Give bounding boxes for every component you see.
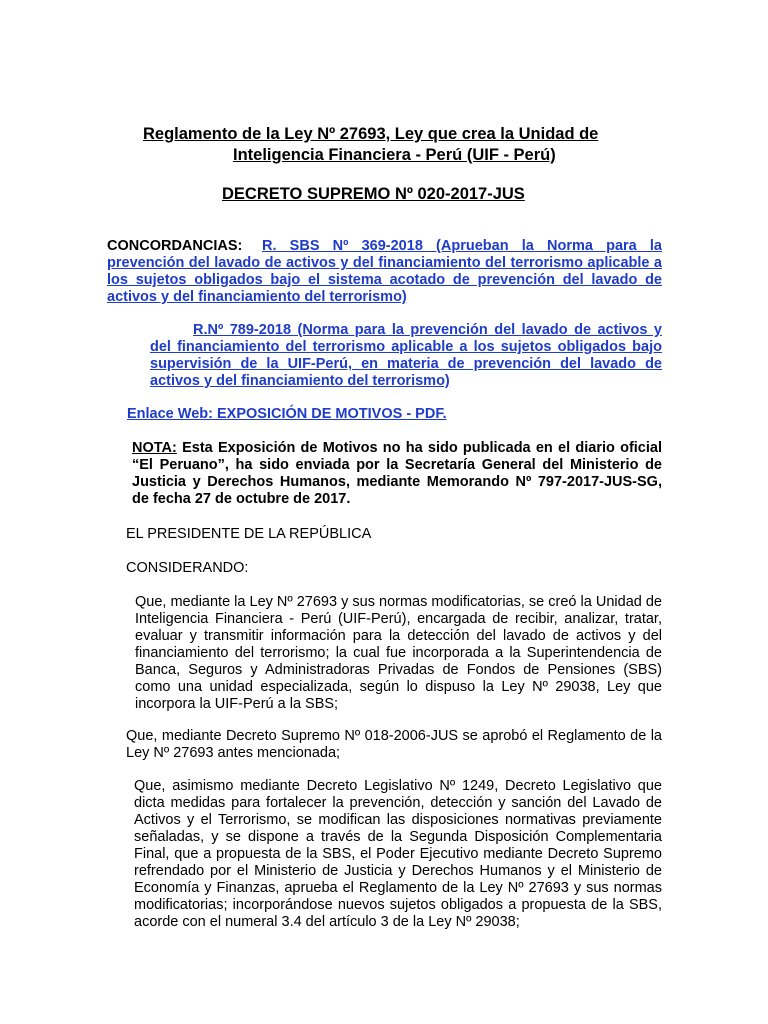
considerando-paragraph-2 [126, 728, 662, 762]
paragraph-3-text: Que, asimismo mediante Decreto Legislativo Nº 1249, Decreto Legislativo que dicta medidas para fortalecer la prevención, detección y sanción del Lavado de Activos y el Terrorismo, se modifican las disposiciones normativas previamente señaladas, y se dispone a través de la Segunda Disposición Complementaria Final, que a propuesta de la SBS, el Poder Ejecutivo mediante Decreto Supremo refrendado por el Ministerio de Justicia y Derechos Humanos y el Ministerio de Economía y Finanzas, aprueba el Reglamento de la Ley Nº 27693 y sus normas modificatorias; incorporándose nuevos sujetos obligados a propuesta de la SBS, acorde con el numeral 3.4 del artículo 3 de la Ley Nº 29038; [134, 778, 662, 930]
considerando-heading: CONSIDERANDO: [126, 560, 249, 576]
decree-heading: DECRETO SUPREMO Nº 020-2017-JUS [222, 185, 525, 203]
concordancia-link-789-2018[interactable]: R.Nº 789-2018 (Norma para la prevención del lavado de activos y del financiamiento del terrorismo aplicable a los sujetos obligados bajo supervisión de la UIF-Perú, en materia de prevención del lavado de activos y del financiamiento del terrorismo) [150, 322, 662, 389]
document-title [0, 124, 768, 166]
nota-block [132, 440, 662, 508]
paragraph-2-text: Que, mediante Decreto Supremo Nº 018-2006-JUS se aprobó el Reglamento de la Ley Nº 27693 antes mencionada; [126, 728, 662, 761]
nota-label: NOTA: [132, 440, 177, 456]
concordancia-link-sbs-369-2018[interactable]: R. SBS Nº 369-2018 (Aprueban la Norma para la prevención del lavado de activos y del financiamiento del terrorismo aplicable a los sujetos obligados bajo el sistema acotado de prevención del lavado de activos y del financiamiento del terrorismo) [107, 238, 662, 305]
enlace-web [127, 406, 447, 423]
title-line-2: Inteligencia Financiera - Perú (UIF - Perú) [233, 146, 556, 164]
title-line-1: Reglamento de la Ley Nº 27693, Ley que crea la Unidad de [143, 125, 599, 143]
concordancias-block-2 [150, 322, 662, 390]
paragraph-1-text: Que, mediante la Ley Nº 27693 y sus normas modificatorias, se creó la Unidad de Inteligencia Financiera - Perú (UIF-Perú), encargada de recibir, analizar, tratar, evaluar y transmitir información para la detección del lavado de activos y del financiamiento del terrorismo; la cual fue incorporada a la Superintendencia de Banca, Seguros y Administradoras Privadas de Fondos de Pensiones (SBS) como una unidad especializada, según lo dispuso la Ley Nº 29038, Ley que incorpora la UIF-Perú a la SBS; [135, 594, 662, 712]
considerando-paragraph-1 [135, 594, 662, 713]
concordancias-block [107, 238, 662, 306]
nota-text: Esta Exposición de Motivos no ha sido publicada en el diario oficial “El Peruano”, ha sido enviada por la Secretaría General del Ministerio de Justicia y Derechos Humanos, mediante Memorando Nº 797-2017-JUS-SG, de fecha 27 de octubre de 2017. [132, 440, 662, 507]
presidente-heading: EL PRESIDENTE DE LA REPÚBLICA [126, 526, 372, 542]
exposicion-motivos-link[interactable]: Enlace Web: EXPOSICIÓN DE MOTIVOS - PDF. [127, 406, 447, 422]
considerando-paragraph-3 [134, 778, 662, 931]
concordancias-label: CONCORDANCIAS: [107, 238, 243, 254]
